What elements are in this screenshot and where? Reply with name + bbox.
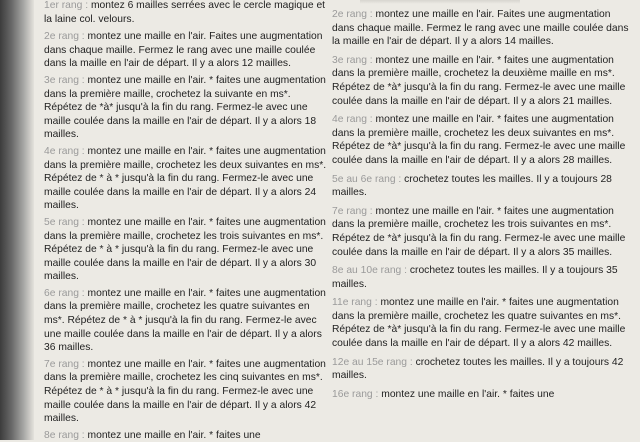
rang-text: montez une maille en l'air. * faites une augmentation dans la première maille, crochetez la suivante en ms*. Répétez de *à* jusqu'à la fin du rang. Fermez-le avec une maille coulée dans la maille en l'air de départ. Il y a alors 18 mailles.	[44, 74, 326, 141]
rang-text: montez une maille en l'air. * faites une augmentation dans la première maille, crochetez les deux suivantes en ms*. Répétez de * à * jusqu'à la fin du rang. Fermez-le avec une maille coulée dans la maille en l'air de départ. Il y a alors 24 mailles.	[44, 145, 327, 212]
left-text-column	[44, 0, 328, 442]
rang-text: montez une maille en l'air. * faites une augmentation dans la première maille, crochetez les quatre suivantes en ms*. Répétez de *à* jusqu'à la fin du rang. Fermez-le avec une maille coulée dans la maille en l'air de départ. Il y a alors 42 mailles.	[332, 297, 626, 350]
rang-text: montez une maille en l'air. * faites une augmentation dans la première maille, crochetez les deux suivantes en ms*. Répétez de *à* jusqu'à la fin du rang. Fermez-le avec une maille coulée dans la maille en l'air de départ. Il y a alors 28 mailles.	[332, 114, 626, 166]
rang-label: 2e rang :	[332, 9, 373, 20]
rang-label: 3e rang :	[44, 74, 85, 86]
rang-label: 6e rang :	[44, 287, 85, 299]
rang-label: 1er rang :	[44, 0, 89, 11]
row-instruction	[44, 358, 328, 426]
row-instruction	[44, 429, 328, 442]
rang-text: montez une maille en l'air. * faites une augmentation dans la première maille, crochetez la deuxième maille en ms*. Répétez de *à* jusqu'à la fin du rang. Fermez-le avec une maille coulée dans la maille en l'air de départ. Il y a alors 21 mailles.	[332, 54, 626, 107]
row-instruction	[44, 216, 328, 284]
row-instruction	[332, 205, 632, 259]
rang-label: 7e rang :	[44, 358, 85, 370]
rang-label: 12e au 15e rang :	[332, 356, 413, 368]
rang-text: crochetez toutes les mailles. Il y a toujours 35 mailles.	[332, 265, 618, 290]
rang-text: crochetez toutes les mailles. Il y a toujours 28 mailles.	[332, 173, 612, 199]
rang-text: montez une maille en l'air. Faites une augmentation dans chaque maille. Fermez le rang avec une maille coulée dans la maille en l'air de départ. Il y a alors 14 mailles.	[332, 9, 629, 48]
row-instruction	[332, 54, 632, 108]
rang-label: 2e rang :	[44, 31, 85, 43]
rang-text: montez une maille en l'air. * faites une augmentation dans la première maille, crochetez les cinq suivantes en ms*. Répétez de * à * jusqu'à la fin du rang. Fermez-le avec une maille coulée dans la maille en l'air de départ. Il y a alors 42 mailles.	[44, 358, 326, 425]
row-instruction	[332, 356, 632, 383]
right-text-column	[332, 8, 632, 406]
row-instruction	[332, 173, 632, 200]
rang-label: 8e au 10e rang :	[332, 265, 407, 277]
row-instruction	[332, 264, 632, 291]
rang-label: 5e rang :	[44, 216, 85, 228]
rang-text: crochetez toutes les mailles. Il y a toujours 42 mailles.	[332, 356, 624, 382]
rang-label: 7e rang :	[332, 205, 373, 217]
rang-text: montez 6 mailles serrées avec le cercle magique et la laine col. velours.	[44, 0, 326, 25]
row-instruction	[44, 0, 328, 26]
rang-text: montez une maille en l'air. * faites une augmentation dans la première maille, crochetez les trois suivantes en ms*. Répétez de *à* jusqu'à la fin du rang. Fermez-le avec une maille coulée dans la maille en l'air de départ. Il y a alors 35 mailles.	[332, 205, 626, 258]
row-instruction	[44, 287, 328, 355]
rang-label: 4e rang :	[44, 145, 85, 157]
rang-label: 8e rang :	[44, 429, 85, 441]
rang-text: montez une maille en l'air. * faites une	[381, 388, 555, 400]
rang-text: montez une maille en l'air. * faites une augmentation dans la première maille, crochetez les trois suivantes en ms*. Répétez de * à * jusqu'à la fin du rang. Fermez-le avec une maille coulée dans la maille en l'air de départ. Il y a alors 30 mailles.	[44, 216, 326, 283]
rang-label: 4e rang :	[332, 114, 373, 126]
rang-text: montez une maille en l'air. Faites une augmentation dans chaque maille. Fermez le rang avec une maille coulée dans la maille en l'air de départ. Il y a alors 12 mailles.	[44, 31, 323, 70]
row-instruction	[332, 388, 632, 402]
rang-label: 16e rang :	[332, 388, 379, 400]
row-instruction	[44, 74, 328, 142]
row-instruction	[332, 8, 632, 49]
rang-label: 11e rang :	[332, 297, 378, 309]
cropped-text-fragment	[360, 0, 520, 4]
book-spine-shadow	[0, 0, 34, 440]
rang-label: 3e rang :	[332, 54, 373, 66]
row-instruction	[332, 296, 632, 350]
row-instruction	[332, 113, 632, 167]
rang-text: montez une maille en l'air. * faites une	[87, 429, 261, 441]
row-instruction	[44, 30, 328, 71]
row-instruction	[44, 145, 328, 213]
rang-label: 5e au 6e rang :	[332, 173, 402, 185]
rang-text: montez une maille en l'air. * faites une augmentation dans la première maille, crochetez les quatre suivantes en ms*. Répétez de * à * jusqu'à la fin du rang. Fermez-le avec une maille coulée dans la maille en l'air de départ. Il y a alors 36 mailles.	[44, 287, 326, 354]
